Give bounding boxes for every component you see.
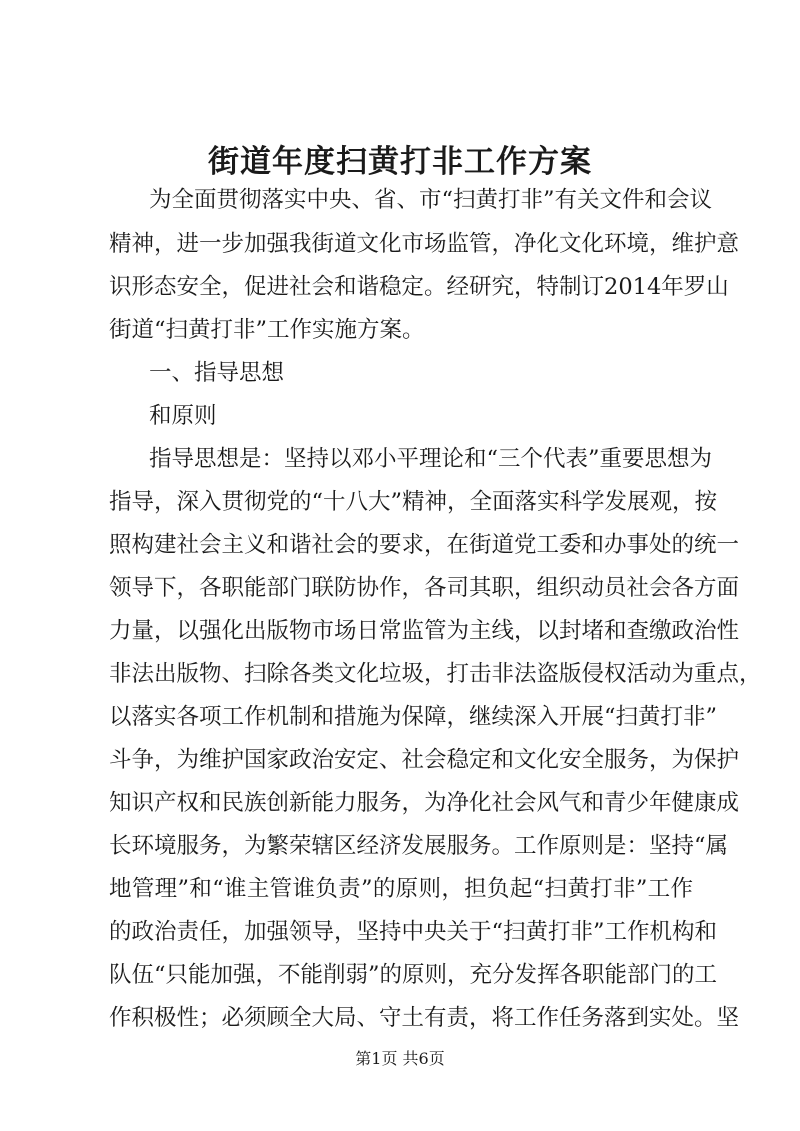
body-line-17: 队伍“只能加强，不能削弱”的原则，充分发挥各职能部门的工 — [109, 962, 718, 988]
body-line-8: 领导下，各职能部门联防协作，各司其职，组织动员社会各方面 — [109, 575, 740, 601]
body-line-3: 识形态安全，促进社会和谐稳定。经研究，特制订2014年罗山 — [109, 274, 729, 300]
body-line-2: 精神，进一步加强我街道文化市场监管，净化文化环境，维护意 — [109, 231, 740, 257]
page-footer: 第1页 共6页 — [355, 1049, 445, 1068]
body-line-12: 斗争，为维护国家政治安定、社会稳定和文化安全服务，为保护 — [109, 747, 740, 773]
body-line-18: 作积极性；必须顾全大局、守土有责，将工作任务落到实处。坚 — [109, 1005, 740, 1031]
body-line-6: 指导，深入贯彻党的“十八大”精神，全面落实科学发展观，按 — [109, 489, 718, 515]
body-line-1: 为全面贯彻落实中央、省、市“扫黄打非”有关文件和会议 — [149, 187, 713, 213]
document-title: 街道年度扫黄打非工作方案 — [208, 144, 592, 180]
body-line-14: 长环境服务，为繁荣辖区经济发展服务。工作原则是：坚持“属 — [109, 833, 729, 859]
section-heading-1: 一、指导思想 — [149, 360, 285, 386]
body-line-5: 指导思想是：坚持以邓小平理论和“三个代表”重要思想为 — [149, 446, 713, 472]
body-line-10: 非法出版物、扫除各类文化垃圾，打击非法盗版侵权活动为重点， — [109, 661, 762, 687]
body-line-16: 的政治责任，加强领导，坚持中央关于“扫黄打非”工作机构和 — [109, 919, 718, 945]
body-line-7: 照构建社会主义和谐社会的要求，在街道党工委和办事处的统一 — [109, 532, 740, 558]
body-line-11: 以落实各项工作机制和措施为保障，继续深入开展“扫黄打非” — [109, 704, 718, 730]
body-line-13: 知识产权和民族创新能力服务，为净化社会风气和青少年健康成 — [109, 790, 740, 816]
body-line-15: 地管理”和“谁主管谁负责”的原则，担负起“扫黄打非”工作 — [109, 876, 693, 902]
section-heading-1-cont: 和原则 — [149, 403, 217, 429]
body-line-9: 力量，以强化出版物市场日常监管为主线，以封堵和查缴政治性 — [109, 618, 740, 644]
body-line-4: 街道“扫黄打非”工作实施方案。 — [109, 317, 425, 343]
